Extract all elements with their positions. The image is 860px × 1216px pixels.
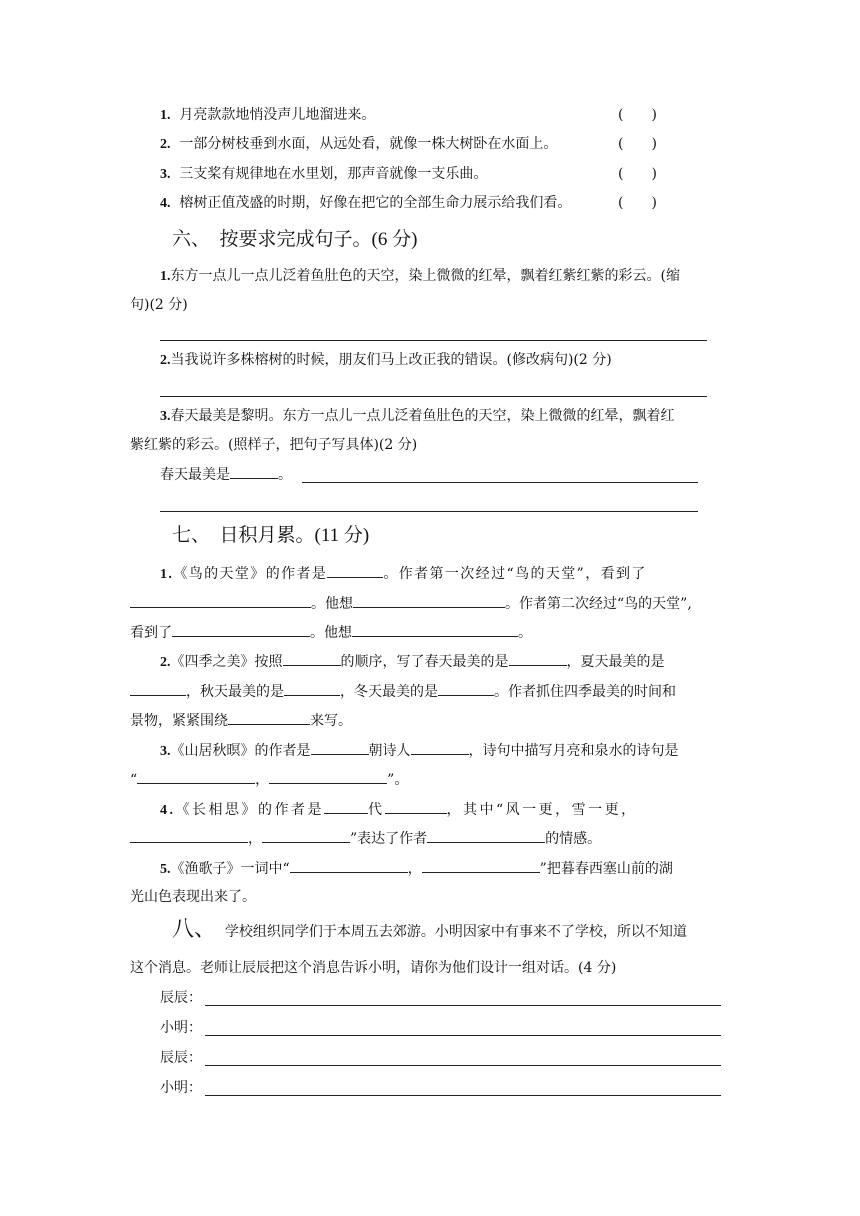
judge-item-4 <box>160 193 571 214</box>
text: 代 <box>368 802 385 818</box>
section-7-heading <box>172 522 369 549</box>
item-text: 月亮款款地悄没声儿地溜进来。 <box>179 107 376 123</box>
item-text: 三支桨有规律地在水里划，那声音就像一支乐曲。 <box>179 166 488 182</box>
s6-q3-line2: 紫红紫的彩云。(照样子，把句子写具体)(2 分) <box>130 437 418 453</box>
dialog-answer-line[interactable] <box>205 1005 721 1006</box>
fill-blank[interactable] <box>411 740 469 755</box>
question-number: 4. <box>160 803 176 818</box>
answer-paren-2[interactable]: ( ) <box>618 136 657 152</box>
text: 景物，紧紧围绕 <box>130 713 228 729</box>
text: ， <box>407 861 422 877</box>
text: 《山居秋暝》的作者是 <box>170 743 311 759</box>
text: ， <box>248 831 262 847</box>
section-6-heading <box>172 226 417 253</box>
dialog-line-3 <box>160 1048 202 1068</box>
question-text: 春天最美是黎明。东方一点儿一点儿泛着鱼肚色的天空，染上微微的红晕，飘着红 <box>170 408 675 424</box>
question-number: 1. <box>160 269 171 284</box>
text: 看到了 <box>130 625 172 641</box>
text: 朝诗人 <box>368 743 411 759</box>
s6-q1-line2: 句)(2 分) <box>130 297 188 313</box>
fill-blank[interactable] <box>422 858 540 873</box>
answer-line[interactable] <box>160 340 707 341</box>
s7-q3-line2 <box>130 769 408 790</box>
text: 。作者抓住四季最美的时间和 <box>494 684 676 700</box>
s8-line2: 这个消息。老师让辰辰把这个消息告诉小明，请你为他们设计一组对话。(4 分) <box>130 960 617 976</box>
text: ，诗句中描写月亮和泉水的诗句是 <box>468 743 679 759</box>
section-7-title: 七、 日积月累。 <box>172 524 315 546</box>
question-number: 5. <box>160 862 171 877</box>
fill-blank[interactable] <box>509 651 567 666</box>
s7-q2-line3 <box>130 710 352 731</box>
s7-q5-line1 <box>160 858 673 880</box>
section-8-label: 八、 <box>172 917 217 942</box>
fill-blank[interactable] <box>385 799 447 814</box>
question-number: 3. <box>160 744 171 759</box>
text: ”把暮春西塞山前的湖 <box>539 861 673 877</box>
s7-q1-line1 <box>160 563 647 585</box>
text: 《四季之美》按照 <box>170 654 283 670</box>
fill-blank[interactable] <box>283 651 341 666</box>
item-text: 榕树正值茂盛的时期，好像在把它的全部生命力展示给我们看。 <box>179 195 572 211</box>
dialog-line-1 <box>160 988 202 1008</box>
answer-line[interactable] <box>160 396 707 397</box>
text: “ <box>130 772 138 788</box>
answer-paren-3[interactable]: ( ) <box>618 166 657 182</box>
dialog-answer-line[interactable] <box>205 1035 721 1036</box>
text: 。 <box>518 625 532 641</box>
text: 。作者第二次经过“鸟的天堂”, <box>505 596 692 612</box>
text: ，冬天最美的是 <box>340 684 438 700</box>
s6-q1-line1 <box>160 266 680 287</box>
item-number: 3. <box>160 167 171 182</box>
text: 。他想 <box>311 596 353 612</box>
judge-item-1 <box>160 105 375 126</box>
text: ，其中“风一更，雪一更， <box>446 802 638 818</box>
dialog-line-4 <box>160 1078 202 1098</box>
section-6-score: (6 分) <box>371 229 418 250</box>
text: 来写。 <box>310 713 352 729</box>
fill-blank[interactable] <box>290 858 408 873</box>
question-number: 2. <box>160 655 171 670</box>
s7-q5-line2: 光山色表现出来了。 <box>130 889 256 905</box>
s7-q2-line1 <box>160 651 665 673</box>
answer-line[interactable] <box>160 511 698 512</box>
judge-item-3 <box>160 164 487 185</box>
text: ”表达了作者 <box>350 831 428 847</box>
question-text: 东方一点儿一点儿泛着鱼肚色的天空，染上微微的红晕，飘着红紫红紫的彩云。(缩 <box>170 268 680 284</box>
fill-blank[interactable] <box>230 464 278 479</box>
item-number: 1. <box>160 108 171 123</box>
s7-q4-line1 <box>160 799 638 821</box>
s7-q1-line2 <box>130 593 692 614</box>
fill-blank[interactable] <box>130 593 311 608</box>
fill-blank[interactable] <box>353 593 505 608</box>
judge-item-2 <box>160 134 557 155</box>
text: 《长相思》的作者是 <box>175 802 324 818</box>
question-number: 1. <box>160 567 174 582</box>
question-number: 2. <box>160 353 171 368</box>
section-8-text: 学校组织同学们于本周五去郊游。小明因家中有事来不了学校，所以不知道 <box>224 924 687 940</box>
answer-paren-1[interactable]: ( ) <box>618 107 657 123</box>
s7-q2-line2 <box>130 681 676 702</box>
fill-blank[interactable] <box>438 681 494 696</box>
section-7-score: (11 分) <box>314 525 370 546</box>
fill-blank[interactable] <box>130 828 248 843</box>
fill-blank[interactable] <box>269 769 387 784</box>
s7-q4-line2 <box>130 828 601 849</box>
text: 《渔歌子》一词中“ <box>170 861 290 877</box>
dialog-answer-line[interactable] <box>205 1095 721 1096</box>
fill-blank[interactable] <box>262 828 350 843</box>
fill-blank[interactable] <box>352 622 518 637</box>
item-number: 2. <box>160 137 171 152</box>
text: 《鸟的天堂》的作者是 <box>173 566 328 582</box>
speaker-label: 辰辰： <box>160 1050 202 1066</box>
fill-blank[interactable] <box>228 710 310 725</box>
s8-line1 <box>172 917 687 942</box>
fill-blank[interactable] <box>324 799 368 814</box>
section-6-title: 六、 按要求完成句子。 <box>172 228 372 250</box>
fill-blank[interactable] <box>311 740 369 755</box>
question-number: 3. <box>160 409 171 424</box>
text: 。作者第一次经过“鸟的天堂”，看到了 <box>383 566 647 582</box>
text: ，夏天最美的是 <box>566 654 665 670</box>
text: ， <box>255 772 270 788</box>
answer-paren-4[interactable]: ( ) <box>618 195 657 211</box>
s6-q2 <box>160 350 612 371</box>
fill-blank[interactable] <box>284 681 340 696</box>
s6-q3-fill <box>160 464 292 485</box>
fill-blank[interactable] <box>130 681 186 696</box>
fill-blank[interactable] <box>137 769 255 784</box>
s7-q3-line1 <box>160 740 679 762</box>
text: ，秋天最美的是 <box>186 684 284 700</box>
answer-line[interactable] <box>302 482 698 483</box>
item-text: 一部分树枝垂到水面，从远处看，就像一株大树卧在水面上。 <box>179 136 558 152</box>
fill-blank[interactable] <box>327 563 383 578</box>
fill-blank[interactable] <box>427 828 545 843</box>
speaker-label: 小明： <box>160 1020 202 1036</box>
item-number: 4. <box>160 196 171 211</box>
dialog-answer-line[interactable] <box>205 1065 721 1066</box>
text: 。他想 <box>310 625 352 641</box>
fill-blank[interactable] <box>172 622 310 637</box>
s6-q3-line1 <box>160 406 675 427</box>
speaker-label: 辰辰： <box>160 990 202 1006</box>
question-text: 当我说许多株榕树的时候，朋友们马上改正我的错误。(修改病句)(2 分) <box>170 352 612 368</box>
fill-mid: 。 <box>278 467 292 483</box>
s7-q1-line3 <box>130 622 532 643</box>
text: 的情感。 <box>545 831 602 847</box>
text: ”。 <box>387 772 409 788</box>
fill-prefix: 春天最美是 <box>160 467 230 483</box>
text: 的顺序，写了春天最美的是 <box>340 654 509 670</box>
speaker-label: 小明： <box>160 1080 202 1096</box>
dialog-line-2 <box>160 1018 202 1038</box>
